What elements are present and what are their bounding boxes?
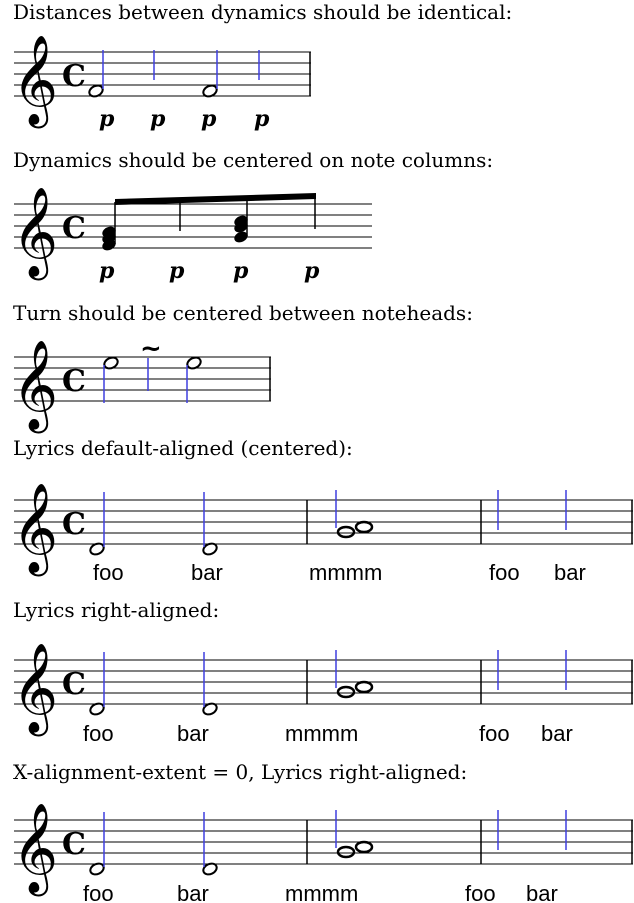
lyric-syllable: mmmm xyxy=(309,560,383,585)
lyric-syllable: foo xyxy=(489,560,520,585)
example-3-heading: Turn should be centered between noteheads: xyxy=(13,301,473,325)
lyric-syllable: mmmm xyxy=(285,881,359,903)
half-note xyxy=(202,652,219,716)
lyric-syllable: mmmm xyxy=(285,721,359,746)
whole-note-cluster xyxy=(336,650,372,697)
lyric-syllable: bar xyxy=(177,881,209,903)
half-note xyxy=(202,492,219,556)
time-signature: C xyxy=(62,59,86,94)
example-6-heading: X-alignment-extent = 0, Lyrics right-aligned: xyxy=(13,760,468,784)
lyric-syllable: bar xyxy=(191,560,223,585)
whole-note-cluster xyxy=(336,810,372,857)
chord xyxy=(101,202,118,252)
example-1-heading: Distances between dynamics should be identical: xyxy=(13,0,513,24)
turn-ornament-icon: ~ xyxy=(140,334,162,364)
treble-clef-icon: 𝄞 xyxy=(12,340,59,430)
example-1-staff xyxy=(0,35,634,132)
beam xyxy=(115,193,316,205)
time-signature: C xyxy=(62,364,86,399)
example-5-staff xyxy=(0,640,634,747)
time-signature: C xyxy=(62,667,86,702)
time-signature: C xyxy=(62,211,86,246)
lyric-syllable: bar xyxy=(554,560,586,585)
treble-clef-icon: 𝄞 xyxy=(12,35,59,125)
lyric-syllable: foo xyxy=(83,881,114,903)
time-signature: C xyxy=(62,827,86,862)
dynamic-marking: p xyxy=(233,258,249,284)
dynamic-marking: p xyxy=(99,258,115,284)
half-note xyxy=(89,652,106,716)
example-4-heading: Lyrics default-aligned (centered): xyxy=(13,436,353,460)
treble-clef-icon: 𝄞 xyxy=(12,483,59,573)
example-6-staff xyxy=(0,800,634,903)
dynamic-marking: p xyxy=(201,106,217,132)
example-4-staff xyxy=(0,480,634,585)
lyric-syllable: foo xyxy=(83,721,114,746)
whole-note-cluster xyxy=(336,490,372,537)
half-note xyxy=(89,492,106,556)
example-3-staff xyxy=(0,334,634,430)
example-2-staff xyxy=(0,187,634,284)
time-signature: C xyxy=(62,507,86,542)
example-5-heading: Lyrics right-aligned: xyxy=(13,598,220,622)
lyric-syllable: foo xyxy=(479,721,510,746)
treble-clef-icon: 𝄞 xyxy=(12,187,59,277)
treble-clef-icon: 𝄞 xyxy=(12,643,59,733)
dynamic-marking: p xyxy=(304,258,320,284)
example-2-heading: Dynamics should be centered on note columns: xyxy=(13,148,494,172)
lyric-syllable: bar xyxy=(177,721,209,746)
lyric-syllable: foo xyxy=(93,560,124,585)
dynamic-marking: p xyxy=(169,258,185,284)
treble-clef-icon: 𝄞 xyxy=(12,803,59,893)
lyric-syllable: bar xyxy=(541,721,573,746)
half-note xyxy=(89,812,106,876)
dynamic-marking: p xyxy=(150,106,166,132)
lyric-syllable: bar xyxy=(526,881,558,903)
dynamic-marking: p xyxy=(99,106,115,132)
half-note xyxy=(202,812,219,876)
lyric-syllable: foo xyxy=(465,881,496,903)
dynamic-marking: p xyxy=(254,106,270,132)
